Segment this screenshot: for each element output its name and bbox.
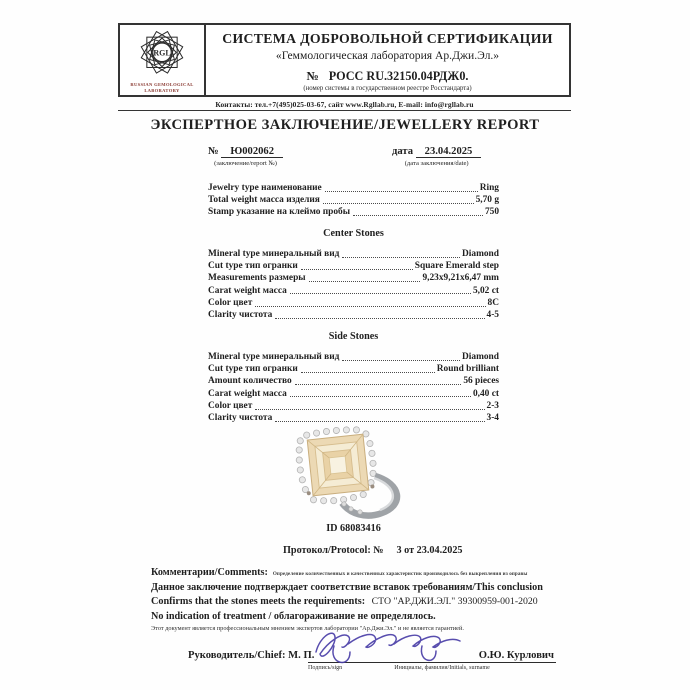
dotted-leader — [342, 360, 460, 361]
name-caption: Инициалы, фамилия/Initials, surname — [394, 665, 490, 671]
logo-subtext-line1: RUSSIAN GEMOLOGICAL — [130, 82, 194, 88]
row-value: 5,02 ct — [472, 285, 499, 296]
center-stones-table — [208, 248, 499, 321]
row-value: 3-4 — [486, 413, 499, 424]
report-number-label: № — [208, 146, 219, 157]
table-row — [208, 182, 499, 194]
report-date-caption: (дата заключения/date) — [404, 160, 469, 167]
row-label: Mineral type минеральный вид — [208, 352, 340, 362]
row-label: Carat weight масса — [208, 388, 287, 399]
document-title: ЭКСПЕРТНОЕ ЗАКЛЮЧЕНИЕ/JEWELLERY REPORT — [150, 117, 540, 133]
row-label: Cut type тип огранки — [208, 261, 298, 272]
report-date-group — [392, 146, 481, 167]
table-row — [208, 297, 499, 309]
report-number-group — [208, 146, 283, 167]
row-label: Stamp указание на клеймо пробы — [208, 207, 351, 218]
side-stones-heading: Side Stones — [328, 331, 379, 342]
svg-text:RGL: RGL — [153, 48, 171, 58]
requirements-standard: СТО "АР.ДЖИ.ЭЛ." 39300959-001-2020 — [371, 596, 538, 607]
report-number-caption: (заключение/report №) — [214, 160, 277, 167]
sign-caption: Подпись/sign — [308, 665, 343, 671]
dotted-leader — [323, 203, 474, 204]
table-row — [208, 309, 499, 321]
conclusion-line-en — [151, 596, 581, 607]
dotted-leader — [353, 215, 483, 216]
lab-logo — [120, 25, 206, 95]
chief-label: Руководитель/Chief: М. П. — [188, 650, 315, 661]
registry-number-value: РОСС RU.32150.04РДЖ0. — [328, 69, 469, 83]
row-value: Diamond — [462, 352, 499, 362]
row-label: Jewelry type наименование — [208, 183, 322, 193]
signer-name: О.Ю. Курлович — [478, 650, 554, 661]
row-label: Measurements размеры — [208, 273, 306, 284]
row-value: 56 pieces — [463, 376, 499, 387]
table-row — [208, 194, 499, 206]
cert-system-title: СИСТЕМА ДОБРОВОЛЬНОЙ СЕРТИФИКАЦИИ — [222, 31, 553, 46]
lab-name: «Геммологическая лаборатория Ар.Джи.Эл.» — [275, 49, 500, 62]
registry-number-label: № — [306, 69, 319, 83]
treatment-line: No indication of treatment / облагораживание не определялось. — [151, 610, 436, 622]
signature-block — [308, 626, 556, 671]
jewelry-info-table — [208, 182, 499, 219]
protocol-label: Протокол/Protocol: № — [283, 545, 384, 556]
row-value: Square Emerald step — [414, 261, 499, 272]
rgl-star-logo-icon — [130, 27, 194, 81]
table-row — [208, 388, 499, 400]
row-value: Ring — [479, 183, 499, 193]
dotted-leader — [295, 384, 462, 385]
report-number-value: Ю002062 — [221, 146, 283, 158]
row-value: 0,40 ct — [472, 388, 499, 399]
protocol-value: 3 от 23.04.2025 — [396, 545, 463, 556]
dotted-leader — [255, 306, 485, 307]
ring-photo — [276, 420, 424, 522]
row-value: 4-5 — [486, 310, 499, 321]
header-text-cell — [206, 25, 569, 95]
row-value: Round brilliant — [436, 364, 499, 375]
requirements-label: Confirms that the stones meets the requirements: — [151, 596, 366, 607]
report-date-value: 23.04.2025 — [416, 146, 482, 158]
row-label: Amount количество — [208, 376, 292, 387]
registry-caption: (номер системы в государственном реестре Росстандарта) — [303, 85, 472, 92]
table-row — [208, 248, 499, 260]
row-label: Mineral type минеральный вид — [208, 249, 340, 259]
comments-header-line — [151, 567, 581, 578]
header-divider — [118, 110, 571, 111]
conclusion-line-ru: Данное заключение подтверждает соответствие вставок требованиям/This conclusion — [151, 581, 543, 593]
logo-subtext — [130, 82, 193, 94]
table-row — [208, 206, 499, 218]
table-row — [208, 363, 499, 375]
row-value: 750 — [484, 207, 499, 218]
registry-number-line — [206, 69, 569, 84]
table-row — [208, 272, 499, 284]
dotted-leader — [309, 281, 421, 282]
dotted-leader — [301, 269, 413, 270]
row-value: Diamond — [462, 249, 499, 259]
center-stones-heading: Center Stones — [323, 228, 384, 239]
protocol-line — [283, 545, 463, 556]
dotted-leader — [290, 293, 471, 294]
dotted-leader — [301, 372, 435, 373]
dotted-leader — [342, 257, 460, 258]
row-value: 5,70 g — [475, 195, 499, 206]
row-value: 2-3 — [486, 400, 499, 411]
table-row — [208, 285, 499, 297]
row-label: Color цвет — [208, 400, 253, 411]
row-label: Total weight масса изделия — [208, 195, 320, 206]
header-box — [118, 23, 571, 97]
report-date-label: дата — [392, 146, 414, 157]
row-label: Carat weight масса — [208, 285, 287, 296]
row-label: Cut type тип огранки — [208, 364, 298, 375]
row-value: 8C — [487, 297, 499, 308]
logo-subtext-line2: LABORATORY — [144, 88, 180, 93]
item-id: ID 68083416 — [326, 523, 381, 534]
side-stones-table — [208, 351, 499, 424]
comments-label: Комментарии/Comments: — [151, 567, 268, 578]
table-row — [208, 351, 499, 363]
row-value: 9,23x9,21x6,47 mm — [422, 273, 499, 284]
signature-handwriting-icon — [310, 622, 468, 670]
table-row — [208, 400, 499, 412]
dotted-leader — [275, 318, 484, 319]
row-label: Clarity чистота — [208, 310, 273, 321]
contacts-line: Контакты: тел.+7(495)025-03-67, сайт www.Rgllab.ru, E-mail: info@rgllab.ru — [215, 100, 474, 109]
dotted-leader — [255, 409, 484, 410]
row-label: Clarity чистота — [208, 413, 273, 424]
table-row — [208, 375, 499, 387]
comments-note-small: Определение количественных и качественных характеристик производилось без выкрепления из оправы — [272, 571, 528, 577]
dotted-leader — [325, 191, 478, 192]
dotted-leader — [290, 396, 471, 397]
row-label: Color цвет — [208, 297, 253, 308]
signature-line — [308, 626, 556, 663]
disclaimer-line: Этот документ является профессиональным мнением экспертов лаборатории "Ар.Джи.Эл." и не является гарантией. — [151, 624, 464, 632]
table-row — [208, 260, 499, 272]
ring-illustration-icon — [276, 420, 424, 522]
